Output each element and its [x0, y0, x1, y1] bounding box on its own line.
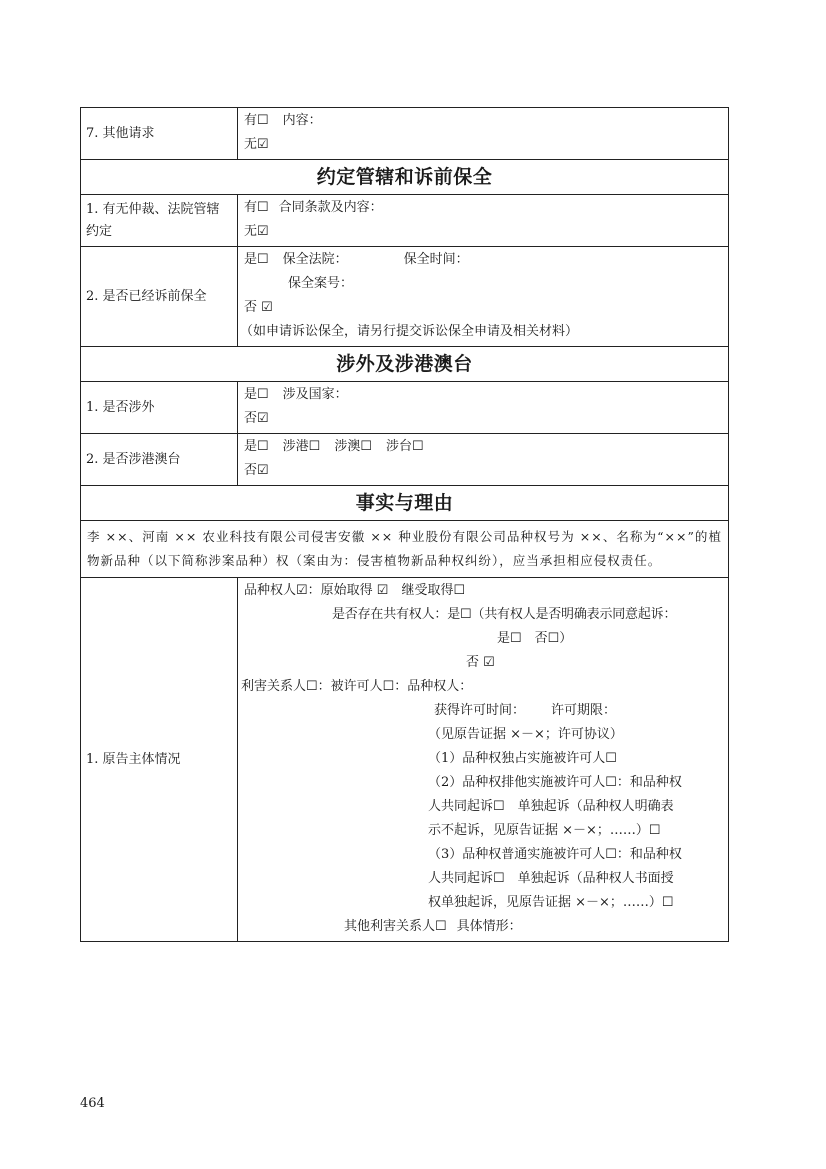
license-time-label: 获得许可时间： — [434, 703, 526, 718]
row-hkmt — [81, 434, 729, 486]
interested-party-line[interactable]: 利害关系人☐：被许可人☐：品种权人： — [241, 679, 473, 694]
co-owner-consent-line[interactable]: 是☐ 否☐） — [497, 631, 573, 646]
row-other-requests — [81, 108, 729, 160]
preservation-yes-checkbox[interactable]: 是☐ — [244, 252, 269, 267]
preservation-label: 2. 是否已经诉前保全 — [81, 247, 238, 347]
section-title-foreign: 涉外及涉港澳台 — [81, 347, 729, 382]
hkmt-no-checkbox[interactable]: 否☑ — [244, 463, 269, 478]
row-foreign — [81, 382, 729, 434]
other-interested-party-checkbox[interactable]: 其他利害关系人☐ — [344, 919, 447, 934]
section-title-facts: 事实与理由 — [81, 486, 729, 521]
jurisdiction-yes-checkbox[interactable]: 有☐ — [244, 200, 269, 215]
license-evidence-note: （见原告证据 ×－×；许可协议） — [428, 727, 623, 742]
other-requests-content-label: 内容： — [282, 113, 322, 128]
foreign-country-label: 涉及国家： — [282, 387, 348, 402]
macau-checkbox[interactable]: 涉澳☐ — [334, 439, 372, 454]
exclusive-licensee-line[interactable]: （1）品种权独占实施被许可人☐ — [428, 751, 617, 766]
other-requests-no-checkbox[interactable]: 无☑ — [244, 137, 269, 152]
hkmt-yes-checkbox[interactable]: 是☐ — [244, 439, 269, 454]
section-title-jurisdiction: 约定管辖和诉前保全 — [81, 160, 729, 195]
page-number: 464 — [80, 1096, 105, 1111]
co-owner-no-checkbox[interactable]: 否 ☑ — [466, 655, 495, 670]
hk-checkbox[interactable]: 涉港☐ — [282, 439, 321, 454]
sole-licensee-line-1[interactable]: （2）品种权排他实施被许可人☐：和品种权 — [428, 775, 682, 790]
row-plaintiff — [81, 578, 729, 942]
foreign-yes-checkbox[interactable]: 是☐ — [244, 387, 269, 402]
foreign-label: 1. 是否涉外 — [81, 382, 238, 434]
other-requests-label: 7. 其他请求 — [81, 108, 238, 160]
general-licensee-line-1[interactable]: （3）品种权普通实施被许可人☐：和品种权 — [428, 847, 682, 862]
variety-owner-line[interactable]: 品种权人☑：原始取得 ☑ 继受取得☐ — [244, 583, 466, 598]
license-term-label: 许可期限： — [551, 703, 617, 718]
plaintiff-label: 1. 原告主体情况 — [81, 578, 238, 942]
facts-paragraph: 李 ××、河南 ×× 农业科技有限公司侵害安徽 ×× 种业股份有限公司品种权号为 ××、名称为“××”的植物新品种（以下简称涉案品种）权（案由为：侵害植物新品种权纠纷），应当承担相应侵权责任。 — [81, 521, 729, 578]
complaint-form-table — [80, 107, 729, 942]
taiwan-checkbox[interactable]: 涉台☐ — [385, 439, 424, 454]
jurisdiction-clause-label: 合同条款及内容： — [278, 200, 383, 215]
jurisdiction-no-checkbox[interactable]: 无☑ — [244, 224, 269, 239]
preservation-time-label: 保全时间： — [403, 252, 469, 267]
foreign-no-checkbox[interactable]: 否☑ — [244, 411, 269, 426]
jurisdiction-label: 1. 有无仲裁、法院管辖约定 — [81, 195, 238, 247]
co-owner-line[interactable]: 是否存在共有权人：是☐（共有权人是否明确表示同意起诉： — [332, 607, 677, 622]
general-licensee-line-2[interactable]: 人共同起诉☐ 单独起诉（品种权人书面授 — [428, 871, 674, 886]
preservation-case-no-label: 保全案号： — [288, 276, 354, 291]
preservation-court-label: 保全法院： — [282, 252, 348, 267]
general-licensee-line-3[interactable]: 权单独起诉，见原告证据 ×－×；……）☐ — [428, 895, 674, 910]
preservation-no-checkbox[interactable]: 否 ☑ — [244, 300, 273, 315]
row-jurisdiction — [81, 195, 729, 247]
sole-licensee-line-2[interactable]: 人共同起诉☐ 单独起诉（品种权人明确表 — [428, 799, 674, 814]
sole-licensee-line-3[interactable]: 示不起诉，见原告证据 ×－×；……）☐ — [428, 823, 661, 838]
other-requests-yes-checkbox[interactable]: 有☐ — [244, 113, 269, 128]
preservation-note: （如申请诉讼保全，请另行提交诉讼保全申请及相关材料） — [240, 324, 579, 339]
row-preservation — [81, 247, 729, 347]
row-facts — [81, 521, 729, 578]
specific-situation-label: 具体情形： — [456, 919, 522, 934]
hkmt-label: 2. 是否涉港澳台 — [81, 434, 238, 486]
